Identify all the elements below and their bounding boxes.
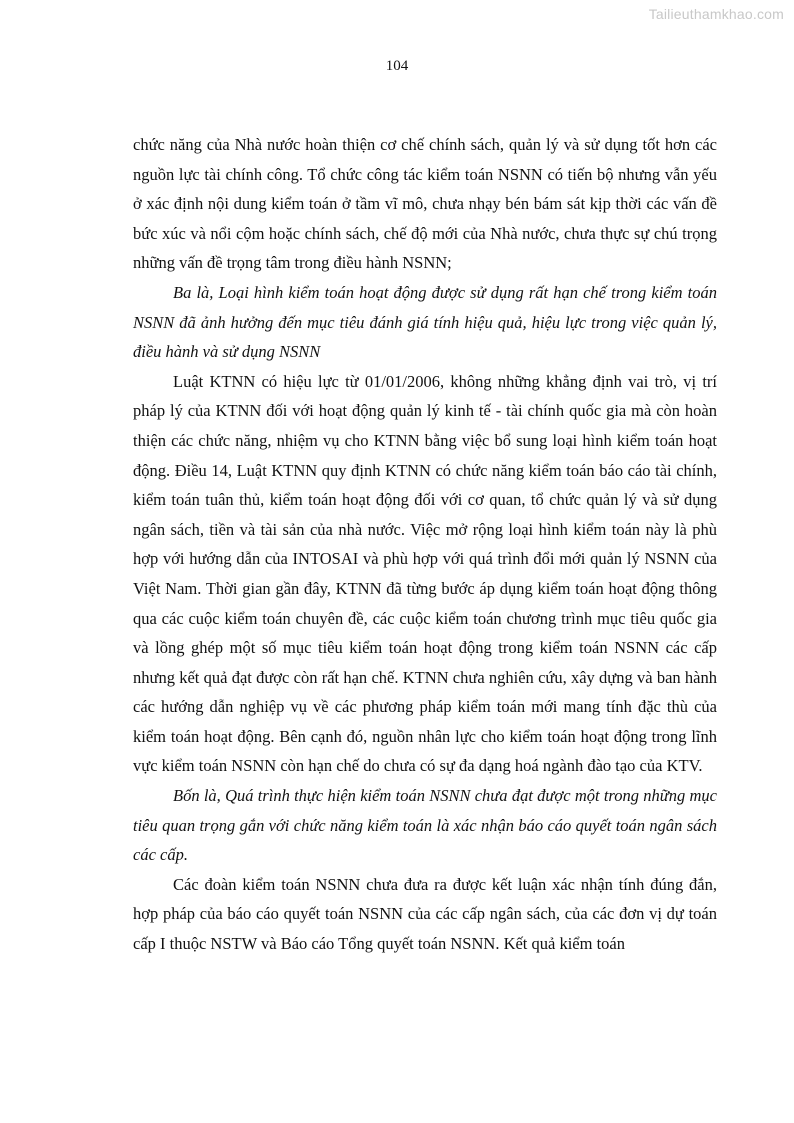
page-number: 104 <box>385 58 409 74</box>
paragraph-point-three-heading: Ba là, Loại hình kiểm toán hoạt động được sử dụng rất hạn chế trong kiểm toán NSNN đã ảnh hưởng đến mục tiêu đánh giá tính hiệu quả, hiệu lực trong việc quản lý, điều hành và sử dụng NSNN <box>133 282 717 362</box>
paragraph-body: Các đoàn kiểm toán NSNN chưa đưa ra được kết luận xác nhận tính đúng đắn, hợp pháp của báo cáo quyết toán NSNN của các cấp ngân sách, của các đơn vị dự toán cấp I thuộc NSTW và Báo cáo Tổng quyết toán NSNN. Kết quả kiểm toán <box>133 874 717 954</box>
watermark-text: Tailieuthamkhao.com <box>648 6 784 22</box>
paragraph-body: Luật KTNN có hiệu lực từ 01/01/2006, không những khẳng định vai trò, vị trí pháp lý của KTNN đối với hoạt động quản lý kinh tế - tài chính quốc gia mà còn hoàn thiện các chức năng, nhiệm vụ cho KTNN bằng việc bổ sung loại hình kiểm toán hoạt động. Điều 14, Luật KTNN quy định KTNN có chức năng kiểm toán báo cáo tài chính, kiểm toán tuân thủ, kiểm toán hoạt động đối với cơ quan, tổ chức quản lý và sử dụng ngân sách, tiền và tài sản của nhà nước. Việc mở rộng loại hình kiểm toán này là phù hợp với hướng dẫn của INTOSAI và phù hợp với quá trình đổi mới quản lý NSNN của Việt Nam. Thời gian gần đây, KTNN đã từng bước áp dụng kiểm toán hoạt động thông qua các cuộc kiểm toán chuyên đề, các cuộc kiểm toán chương trình mục tiêu quốc gia và lồng ghép một số mục tiêu kiểm toán hoạt động trong kiểm toán NSNN các cấp nhưng kết quả đạt được còn rất hạn chế. KTNN chưa nghiên cứu, xây dựng và ban hành các hướng dẫn nghiệp vụ về các phương pháp kiểm toán mới mang tính đặc thù của kiểm toán hoạt động. Bên cạnh đó, nguồn nhân lực cho kiểm toán hoạt động trong lĩnh vực kiểm toán NSNN còn hạn chế do chưa có sự đa dạng hoá ngành đào tạo của KTV. <box>133 371 717 776</box>
document-body <box>133 130 717 959</box>
paragraph-point-four-heading: Bốn là, Quá trình thực hiện kiểm toán NSNN chưa đạt được một trong những mục tiêu quan trọng gắn với chức năng kiểm toán là xác nhận báo cáo quyết toán ngân sách các cấp. <box>133 786 717 865</box>
paragraph-continuation: chức năng của Nhà nước hoàn thiện cơ chế chính sách, quản lý và sử dụng tốt hơn các nguồn lực tài chính công. Tổ chức công tác kiểm toán NSNN có tiến bộ nhưng vẫn yếu ở xác định nội dung kiểm toán ở tầm vĩ mô, chưa nhạy bén bám sát kịp thời các vấn đề bức xúc và nổi cộm hoặc chính sách, chế độ mới của Nhà nước, chưa thực sự chú trọng những vấn đề trọng tâm trong điều hành NSNN; <box>133 135 717 273</box>
